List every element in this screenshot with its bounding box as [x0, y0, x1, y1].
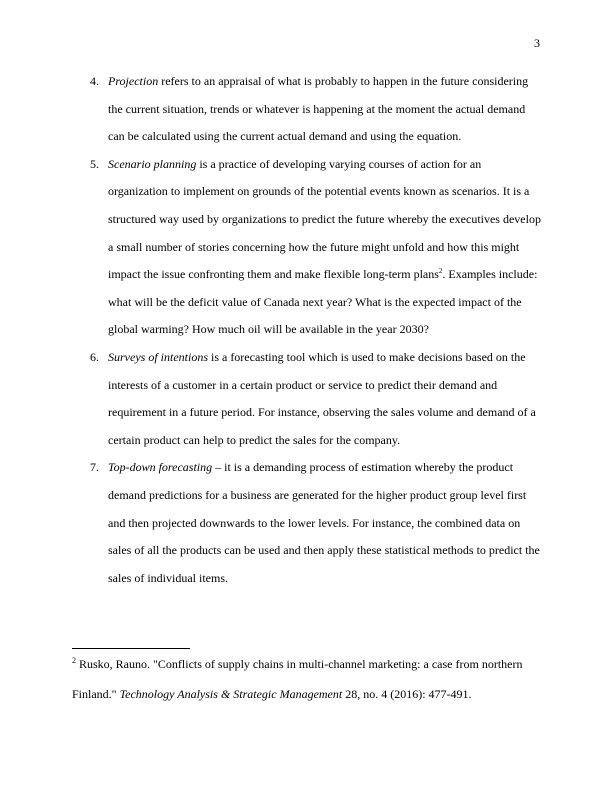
footnote-text-continued: 28, no. 4 (2016): 477-491.	[342, 687, 472, 701]
list-item-term: Projection	[108, 74, 159, 88]
list-item-number: 4.	[90, 74, 99, 88]
list-item	[72, 344, 542, 454]
footnote-marker: 2	[72, 656, 76, 665]
list-item-text: refers to an appraisal of what is probably to happen in the future considering the current situation, trends or whatever is happening at the moment the actual demand can be calculated using the current actual demand and using the equation.	[108, 74, 529, 144]
list-item-text: is a forecasting tool which is used to make decisions based on the interests of a customer in a certain product or service to predict their demand and requirement in a future period. For instance, observing the sales volume and demand of a certain product can help to predict the sales for the company.	[108, 349, 536, 447]
footnote	[72, 649, 542, 709]
forecasting-methods-list	[72, 68, 542, 592]
list-item-text: – it is a demanding process of estimation whereby the product demand predictions for a business are generated for the higher product group level first and then projected downwards to the lower levels. For instance, the combined data on sales of all the products can be used and then apply these statistical methods to predict the sales of individual items.	[108, 460, 540, 585]
list-item	[72, 68, 542, 151]
list-item-term: Surveys of intentions	[108, 349, 208, 364]
footnote-reference[interactable]: 2	[438, 267, 443, 276]
list-item-text: is a practice of developing varying courses of action for an organization to implement on grounds of the potential events known as scenarios. It is a structured way used by organizations to predict the future whereby the executives develop a small number of stories concerning how the future might unfold and how this might impact the issue confronting them and make flexible long-term plans	[108, 156, 541, 282]
footnote-text: Rusko, Rauno. "Conflicts of supply chains in multi-channel marketing: a case from northern Finland."	[72, 657, 523, 701]
list-item-number: 6.	[90, 349, 99, 364]
list-item-number: 7.	[90, 460, 99, 475]
page-number: 3	[534, 36, 540, 50]
list-item-term: Top-down forecasting	[108, 460, 213, 475]
list-item-text-continued: . Examples include: what will be the deficit value of Canada next year? What is the expected impact of the global warming? How much oil will be available in the year 2030?	[108, 267, 538, 337]
list-item	[72, 454, 542, 592]
list-item-term: Scenario planning	[108, 156, 197, 171]
footnote-journal: Technology Analysis & Strategic Management	[119, 687, 343, 701]
list-item	[72, 151, 542, 344]
list-item-number: 5.	[90, 156, 99, 171]
